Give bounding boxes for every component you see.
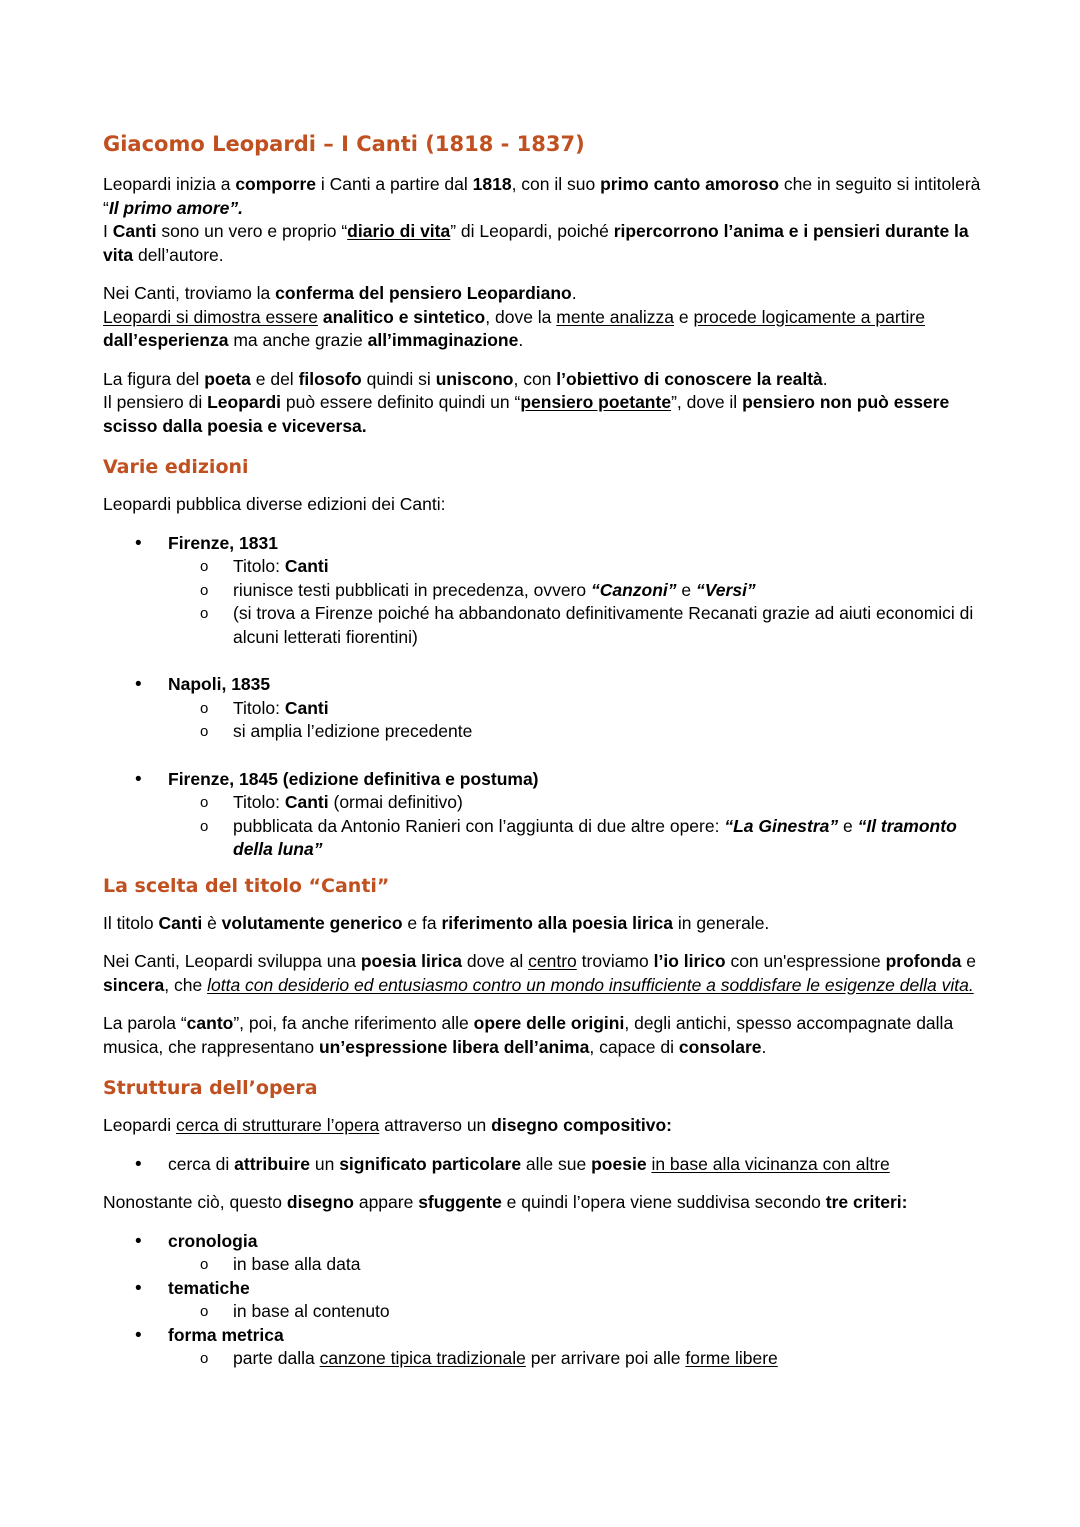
section-heading-editions: Varie edizioni bbox=[103, 456, 249, 478]
page-title: Giacomo Leopardi – I Canti (1818 - 1837) bbox=[103, 132, 585, 156]
list-item: • cronologia o in base alla data bbox=[103, 1230, 983, 1277]
section-heading-structure: Struttura dell’opera bbox=[103, 1077, 318, 1099]
list-item: o Titolo: Canti (ormai definitivo) bbox=[168, 791, 983, 815]
document-page bbox=[103, 128, 983, 1371]
editions-list bbox=[103, 768, 983, 862]
editions-intro: Leopardi pubblica diverse edizioni dei Canti: bbox=[103, 494, 446, 514]
structure-list bbox=[103, 1153, 983, 1177]
criteria-list bbox=[103, 1230, 983, 1371]
list-item: • Firenze, 1845 (edizione definitiva e postuma) o Titolo: Canti (ormai definitivo) o pubblicata da Antonio Ranieri con l’aggiunta di due altre opere: “La Ginestra” e “Il tramonto della luna” bbox=[103, 768, 983, 862]
intro-paragraph-1: Leopardi inizia a comporre i Canti a partire dal 1818, con il suo primo canto amoroso che in seguito si intitolerà “Il primo amore”. I Canti sono un vero e proprio “diario di vita” di Leopardi, poiché ripercorrono l’anima e i pensieri durante la vita dell’autore. bbox=[103, 174, 981, 265]
editions-list bbox=[103, 673, 983, 744]
list-item: o in base alla data bbox=[168, 1253, 983, 1277]
list-item: • forma metrica o parte dalla canzone tipica tradizionale per arrivare poi alle forme libere bbox=[103, 1324, 983, 1371]
section-heading-title-choice: La scelta del titolo “Canti” bbox=[103, 874, 390, 897]
structure-paragraph-2: Nonostante ciò, questo disegno appare sfuggente e quindi l’opera viene suddivisa secondo tre criteri: bbox=[103, 1192, 908, 1212]
editions-list bbox=[103, 532, 983, 650]
intro-paragraph-2: Nei Canti, troviamo la conferma del pensiero Leopardiano. Leopardi si dimostra essere analitico e sintetico, dove la mente analizza e procede logicamente a partire dall’esperienza ma anche grazie all’immaginazione. bbox=[103, 283, 925, 350]
title-choice-paragraph-2: Nei Canti, Leopardi sviluppa una poesia lirica dove al centro troviamo l’io lirico con un'espressione profonda e sincera, che lotta con desiderio ed entusiasmo contro un mondo insufficiente a soddisfare le esigenze della vita. bbox=[103, 951, 976, 995]
list-item: • Napoli, 1835 o Titolo: Canti o si amplia l’edizione precedente bbox=[103, 673, 983, 744]
list-item: o Titolo: Canti bbox=[168, 555, 983, 579]
list-item: o Titolo: Canti bbox=[168, 697, 983, 721]
list-item: o in base al contenuto bbox=[168, 1300, 983, 1324]
list-item: • tematiche o in base al contenuto bbox=[103, 1277, 983, 1324]
intro-paragraph-3: La figura del poeta e del filosofo quindi si uniscono, con l’obiettivo di conoscere la realtà. Il pensiero di Leopardi può essere definito quindi un “pensiero poetante”, dove il pensiero non può essere scisso dalla poesia e viceversa. bbox=[103, 368, 950, 436]
title-choice-paragraph-1: Il titolo Canti è volutamente generico e fa riferimento alla poesia lirica in generale. bbox=[103, 912, 770, 933]
structure-paragraph-1: Leopardi cerca di strutturare l’opera attraverso un disegno compositivo: bbox=[103, 1115, 673, 1135]
list-item: • cerca di attribuire un significato particolare alle sue poesie in base alla vicinanza con altre bbox=[103, 1153, 983, 1177]
list-item: o riunisce testi pubblicati in precedenza, ovvero “Canzoni” e “Versi” bbox=[168, 579, 983, 603]
list-item: • Firenze, 1831 o Titolo: Canti o riunisce testi pubblicati in precedenza, ovvero “Canzoni” e “Versi” o (si trova a Firenze poiché ha abbandonato definitivamente Recanati grazie ad aiuti economici di alcuni letterati fiorentini) bbox=[103, 532, 983, 650]
list-item: o si amplia l’edizione precedente bbox=[168, 720, 983, 744]
list-item: o pubblicata da Antonio Ranieri con l’aggiunta di due altre opere: “La Ginestra” e “Il tramonto della luna” bbox=[168, 815, 983, 862]
list-item: o parte dalla canzone tipica tradizionale per arrivare poi alle forme libere bbox=[168, 1347, 983, 1371]
list-item: o (si trova a Firenze poiché ha abbandonato definitivamente Recanati grazie ad aiuti economici di alcuni letterati fiorentini) bbox=[168, 602, 983, 649]
title-choice-paragraph-3: La parola “canto”, poi, fa anche riferimento alle opere delle origini, degli antichi, spesso accompagnate dalla musica, che rappresentano un’espressione libera dell’anima, capace di consolare. bbox=[103, 1013, 954, 1057]
